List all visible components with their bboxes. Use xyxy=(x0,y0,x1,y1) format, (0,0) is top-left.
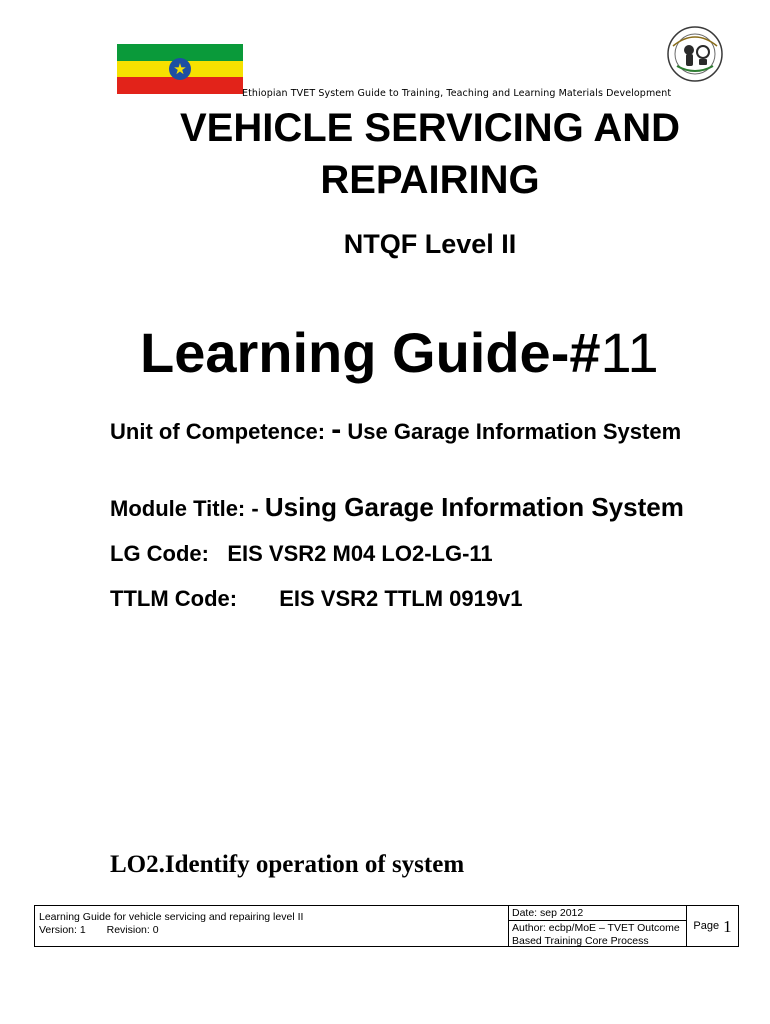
unit-dash: - xyxy=(331,413,342,446)
learning-guide-heading xyxy=(140,320,659,385)
footer-revision: Revision: 0 xyxy=(106,924,159,936)
footer-page-label: Page xyxy=(693,919,720,932)
footer-page xyxy=(687,906,738,946)
footer-author-line-1: Author: ecbp/MoE – TVET Outcome xyxy=(512,922,680,934)
footer-author-info xyxy=(509,906,687,946)
footer-author-line-2: Based Training Core Process xyxy=(512,935,649,947)
learning-outcome-heading: LO2.Identify operation of system xyxy=(110,851,465,878)
learning-guide-prefix: Learning Guide-# xyxy=(140,321,601,384)
footer-guide-title: Learning Guide for vehicle servicing and repairing level II xyxy=(39,911,304,923)
lg-code-label: LG Code: xyxy=(110,541,209,566)
learning-guide-number: 11 xyxy=(600,321,659,384)
footer-version: Version: 1 xyxy=(39,924,86,936)
unit-value: Use Garage Information System xyxy=(347,419,682,444)
ethiopian-flag-icon xyxy=(117,44,243,94)
title-line-2: REPAIRING xyxy=(320,158,540,202)
page-footer xyxy=(34,905,739,947)
document-title xyxy=(100,102,760,206)
federal-tvet-agency-logo xyxy=(655,24,733,84)
module-label: Module Title: - xyxy=(110,496,259,521)
lg-code xyxy=(110,541,493,567)
module-title xyxy=(110,492,684,523)
unit-label: Unit of Competence: xyxy=(110,419,326,444)
header-subtitle: Ethiopian TVET System Guide to Training, Teaching and Learning Materials Development xyxy=(242,88,672,99)
footer-version-row xyxy=(39,924,504,937)
ttlm-code-label: TTLM Code: xyxy=(110,586,238,611)
footer-guide-info xyxy=(35,906,509,946)
title-line-1: VEHICLE SERVICING AND xyxy=(179,106,681,150)
ntqf-level: NTQF Level II xyxy=(343,229,517,259)
flag-emblem-icon: ★ xyxy=(169,58,191,80)
footer-author xyxy=(509,921,686,949)
footer-page-number: 1 xyxy=(723,916,732,936)
ttlm-code-value: EIS VSR2 TTLM 0919v1 xyxy=(279,586,523,611)
lg-code-value: EIS VSR2 M04 LO2-LG-11 xyxy=(227,541,493,566)
module-value: Using Garage Information System xyxy=(264,492,684,522)
unit-of-competence xyxy=(110,412,710,450)
footer-date: Date: sep 2012 xyxy=(509,906,686,921)
ttlm-code xyxy=(110,586,523,612)
